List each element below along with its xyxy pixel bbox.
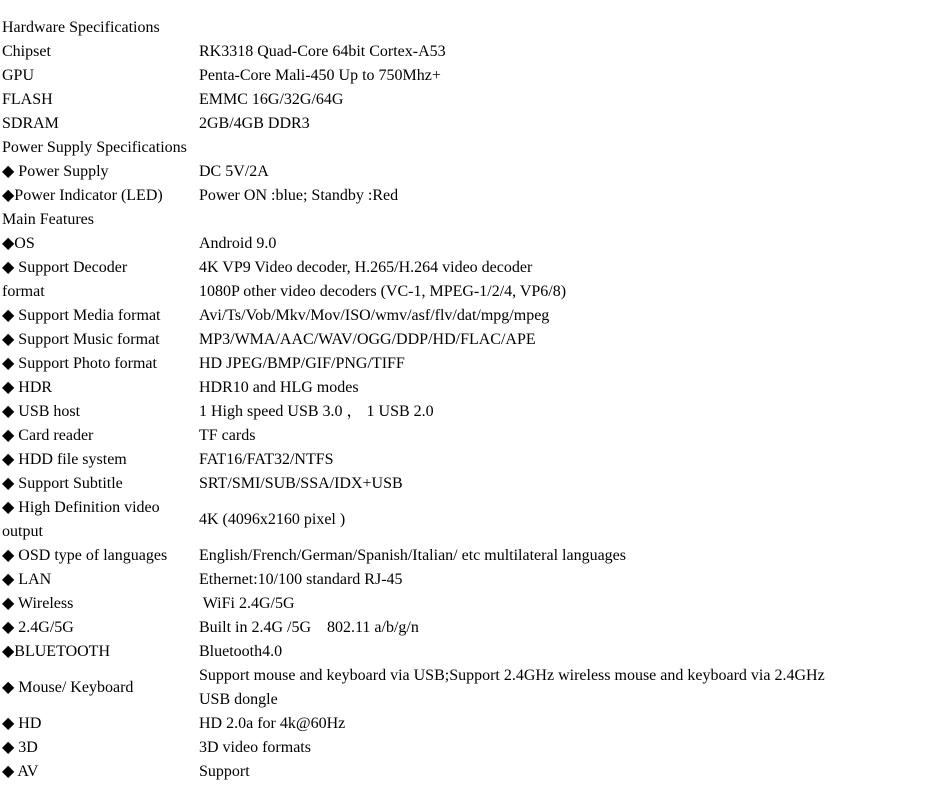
section-header-row [2, 136, 859, 160]
spec-label: ◆ 2.4G/5G [2, 619, 74, 636]
section-title: Hardware Specifications [2, 19, 160, 36]
spec-value: Android 9.0 [199, 235, 277, 252]
spec-value: 4K (4096x2160 pixel ) [199, 511, 346, 528]
spec-label: ◆ Power Supply [2, 163, 109, 180]
spec-label: ◆BLUETOOTH [2, 643, 110, 660]
spec-row [2, 472, 859, 496]
spec-label: ◆ USB host [2, 403, 81, 420]
spec-label: ◆ HD [2, 715, 42, 732]
spec-row [2, 496, 859, 544]
spec-value: RK3318 Quad-Core 64bit Cortex-A53 [199, 43, 446, 60]
spec-value: HD 2.0a for 4k@60Hz [199, 715, 346, 732]
spec-label: ◆ Mouse/ Keyboard [2, 679, 134, 696]
section-title: Power Supply Specifications [2, 139, 187, 156]
spec-row [2, 232, 859, 256]
spec-row [2, 568, 859, 592]
spec-label: ◆ LAN [2, 571, 52, 588]
spec-row [2, 760, 859, 784]
spec-value: Bluetooth4.0 [199, 643, 283, 660]
spec-value: 4K VP9 Video decoder, H.265/H.264 video decoder [199, 259, 533, 276]
spec-row [2, 424, 859, 448]
spec-row [2, 160, 859, 184]
spec-label: ◆ Support Decoder [2, 259, 128, 276]
spec-label: format [2, 283, 45, 300]
spec-table [2, 16, 859, 784]
spec-row [2, 328, 859, 352]
spec-value: SRT/SMI/SUB/SSA/IDX+USB [199, 475, 403, 492]
spec-row [2, 256, 859, 280]
spec-value: 2GB/4GB DDR3 [199, 115, 310, 132]
section-header-row [2, 208, 859, 232]
spec-value: Support [199, 763, 250, 780]
spec-value: 3D video formats [199, 739, 311, 756]
spec-value: Ethernet:10/100 standard RJ-45 [199, 571, 403, 588]
spec-label: ◆ Support Subtitle [2, 475, 123, 492]
spec-row [2, 112, 859, 136]
spec-value: Penta-Core Mali-450 Up to 750Mhz+ [199, 67, 441, 84]
spec-table-body [2, 16, 859, 784]
section-title: Main Features [2, 211, 94, 228]
spec-label: ◆ Support Photo format [2, 355, 157, 372]
spec-row [2, 664, 859, 712]
spec-row [2, 712, 859, 736]
spec-row [2, 400, 859, 424]
spec-row [2, 448, 859, 472]
spec-label: ◆ AV [2, 763, 39, 780]
spec-label: SDRAM [2, 115, 59, 132]
spec-label: Chipset [2, 43, 51, 60]
spec-row [2, 352, 859, 376]
spec-label: ◆ 3D [2, 739, 38, 756]
spec-row [2, 640, 859, 664]
spec-row [2, 304, 859, 328]
spec-value: HD JPEG/BMP/GIF/PNG/TIFF [199, 355, 405, 372]
spec-value: Built in 2.4G /5G 802.11 a/b/g/n [199, 619, 419, 636]
spec-label: ◆ Support Media format [2, 307, 161, 324]
spec-value: FAT16/FAT32/NTFS [199, 451, 334, 468]
spec-value: HDR10 and HLG modes [199, 379, 359, 396]
spec-row [2, 40, 859, 64]
spec-value: EMMC 16G/32G/64G [199, 91, 344, 108]
spec-value: Power ON :blue; Standby :Red [199, 187, 399, 204]
spec-label: ◆ Card reader [2, 427, 94, 444]
spec-row [2, 88, 859, 112]
spec-label: ◆ HDD file system [2, 451, 127, 468]
spec-value: Avi/Ts/Vob/Mkv/Mov/ISO/wmv/asf/flv/dat/mpg/mpeg [199, 307, 550, 324]
spec-value: MP3/WMA/AAC/WAV/OGG/DDP/HD/FLAC/APE [199, 331, 536, 348]
spec-value: DC 5V/2A [199, 163, 269, 180]
spec-row [2, 592, 859, 616]
spec-value: 1080P other video decoders (VC-1, MPEG-1/2/4, VP6/8) [199, 283, 567, 300]
spec-row [2, 544, 859, 568]
spec-value: 1 High speed USB 3.0 ， 1 USB 2.0 [199, 403, 434, 420]
spec-row [2, 64, 859, 88]
spec-label: FLASH [2, 91, 53, 108]
spec-row [2, 376, 859, 400]
spec-label: ◆ OSD type of languages [2, 547, 168, 564]
spec-value: TF cards [199, 427, 256, 444]
spec-label: ◆Power Indicator (LED) [2, 187, 163, 204]
spec-label: GPU [2, 67, 35, 84]
spec-row [2, 616, 859, 640]
section-header-row [2, 16, 859, 40]
spec-row [2, 736, 859, 760]
spec-value: English/French/German/Spanish/Italian/ etc multilateral languages [199, 547, 626, 564]
spec-label: ◆ Support Music format [2, 331, 160, 348]
spec-label: ◆OS [2, 235, 35, 252]
spec-row [2, 184, 859, 208]
spec-label: ◆ High Definition video output [2, 499, 160, 540]
spec-label: ◆ Wireless [2, 595, 74, 612]
spec-label: ◆ HDR [2, 379, 53, 396]
spec-value: Support mouse and keyboard via USB;Support 2.4GHz wireless mouse and keyboard via 2.4GHz USB dongle [199, 667, 825, 708]
spec-row [2, 280, 859, 304]
spec-value: WiFi 2.4G/5G [199, 595, 295, 612]
